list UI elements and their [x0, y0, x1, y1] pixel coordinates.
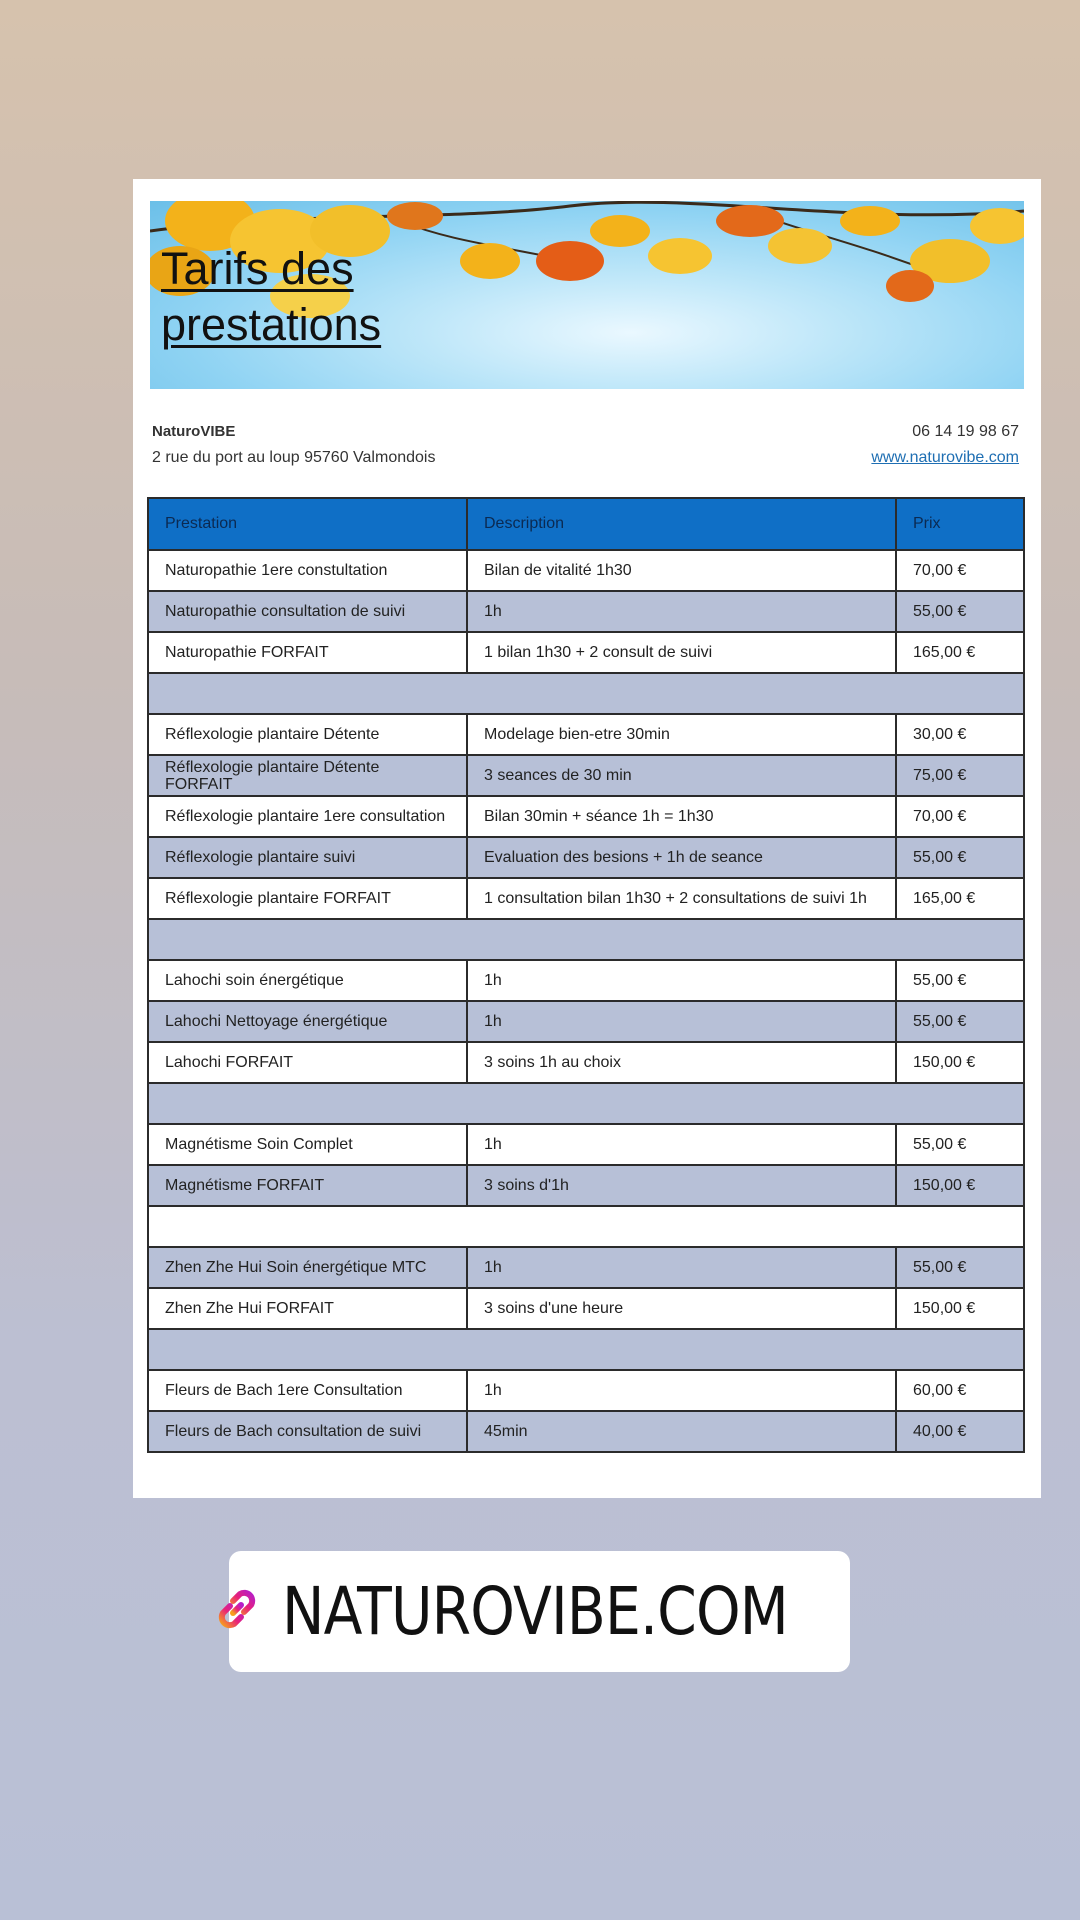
header-description: Description [467, 498, 896, 550]
link-icon [208, 1580, 266, 1643]
cell-description: 3 soins d'1h [467, 1165, 896, 1206]
cell-prestation: Naturopathie 1ere constultation [148, 550, 467, 591]
cell-prix: 55,00 € [896, 837, 1024, 878]
website-link[interactable]: www.naturovibe.com [871, 449, 1019, 466]
table-row [148, 796, 1024, 837]
spacer-cell [148, 1206, 1024, 1247]
cell-prix: 40,00 € [896, 1411, 1024, 1452]
cell-description: Bilan 30min + séance 1h = 1h30 [467, 796, 896, 837]
cell-description: 1h [467, 1001, 896, 1042]
cell-prestation: Fleurs de Bach consultation de suivi [148, 1411, 467, 1452]
company-name: NaturoVIBE [152, 423, 236, 440]
cell-prix: 165,00 € [896, 878, 1024, 919]
cell-prix: 70,00 € [896, 796, 1024, 837]
cell-prix: 55,00 € [896, 1124, 1024, 1165]
cell-description: 3 soins 1h au choix [467, 1042, 896, 1083]
price-document [133, 179, 1041, 1498]
cell-description: 1h [467, 1247, 896, 1288]
cell-description: 1h [467, 1370, 896, 1411]
spacer-cell [148, 673, 1024, 714]
cell-prix: 55,00 € [896, 591, 1024, 632]
cell-prestation: Zhen Zhe Hui Soin énergétique MTC [148, 1247, 467, 1288]
cell-prestation: Réflexologie plantaire Détente FORFAIT [148, 755, 467, 796]
cell-description: 3 seances de 30 min [467, 755, 896, 796]
cell-prix: 150,00 € [896, 1165, 1024, 1206]
cell-prestation: Fleurs de Bach 1ere Consultation [148, 1370, 467, 1411]
table-row [148, 837, 1024, 878]
table-spacer-row [148, 673, 1024, 714]
table-row [148, 550, 1024, 591]
cell-prestation: Magnétisme Soin Complet [148, 1124, 467, 1165]
cell-prestation: Réflexologie plantaire FORFAIT [148, 878, 467, 919]
cell-prestation: Magnétisme FORFAIT [148, 1165, 467, 1206]
table-row [148, 755, 1024, 796]
phone-number: 06 14 19 98 67 [912, 423, 1019, 440]
table-row [148, 1288, 1024, 1329]
cell-description: 1h [467, 1124, 896, 1165]
table-body [148, 550, 1024, 1452]
cell-prix: 60,00 € [896, 1370, 1024, 1411]
table-row [148, 714, 1024, 755]
cell-description: 1 consultation bilan 1h30 + 2 consultations de suivi 1h [467, 878, 896, 919]
cell-description: 3 soins d'une heure [467, 1288, 896, 1329]
price-table [147, 497, 1025, 1453]
table-row [148, 1165, 1024, 1206]
table-row [148, 1247, 1024, 1288]
cell-prestation: Naturopathie FORFAIT [148, 632, 467, 673]
table-spacer-row [148, 919, 1024, 960]
cell-prix: 55,00 € [896, 1247, 1024, 1288]
cell-prix: 55,00 € [896, 1001, 1024, 1042]
cell-prix: 165,00 € [896, 632, 1024, 673]
table-row [148, 1001, 1024, 1042]
table-row [148, 591, 1024, 632]
cell-prestation: Zhen Zhe Hui FORFAIT [148, 1288, 467, 1329]
cell-description: 1 bilan 1h30 + 2 consult de suivi [467, 632, 896, 673]
spacer-cell [148, 1083, 1024, 1124]
company-address: 2 rue du port au loup 95760 Valmondois [152, 449, 436, 466]
cell-prix: 150,00 € [896, 1042, 1024, 1083]
cell-prix: 70,00 € [896, 550, 1024, 591]
cell-prestation: Lahochi FORFAIT [148, 1042, 467, 1083]
table-row [148, 878, 1024, 919]
table-row [148, 960, 1024, 1001]
autumn-leaves-banner [150, 201, 1024, 389]
cell-description: Evaluation des besions + 1h de seance [467, 837, 896, 878]
table-row [148, 632, 1024, 673]
cell-description: Modelage bien-etre 30min [467, 714, 896, 755]
cell-description: Bilan de vitalité 1h30 [467, 550, 896, 591]
table-row [148, 1370, 1024, 1411]
table-spacer-row [148, 1206, 1024, 1247]
link-sticker[interactable] [229, 1551, 850, 1672]
cell-prix: 30,00 € [896, 714, 1024, 755]
cell-prix: 150,00 € [896, 1288, 1024, 1329]
table-spacer-row [148, 1329, 1024, 1370]
spacer-cell [148, 1329, 1024, 1370]
cell-description: 1h [467, 591, 896, 632]
cell-prestation: Naturopathie consultation de suivi [148, 591, 467, 632]
table-row [148, 1042, 1024, 1083]
cell-description: 45min [467, 1411, 896, 1452]
cell-prix: 55,00 € [896, 960, 1024, 1001]
page-title: Tarifs des prestations [161, 243, 382, 350]
cell-prestation: Lahochi Nettoyage énergétique [148, 1001, 467, 1042]
table-row [148, 1411, 1024, 1452]
table-spacer-row [148, 1083, 1024, 1124]
cell-prestation: Réflexologie plantaire 1ere consultation [148, 796, 467, 837]
header-prix: Prix [896, 498, 1024, 550]
contact-right [871, 419, 1019, 471]
cell-prestation: Réflexologie plantaire suivi [148, 837, 467, 878]
header-prestation: Prestation [148, 498, 467, 550]
table-header-row [148, 498, 1024, 550]
link-sticker-label: NATUROVIBE.COM [282, 1573, 789, 1650]
cell-prix: 75,00 € [896, 755, 1024, 796]
cell-prestation: Réflexologie plantaire Détente [148, 714, 467, 755]
table-row [148, 1124, 1024, 1165]
contact-left [152, 419, 435, 471]
cell-prestation: Lahochi soin énergétique [148, 960, 467, 1001]
cell-description: 1h [467, 960, 896, 1001]
spacer-cell [148, 919, 1024, 960]
